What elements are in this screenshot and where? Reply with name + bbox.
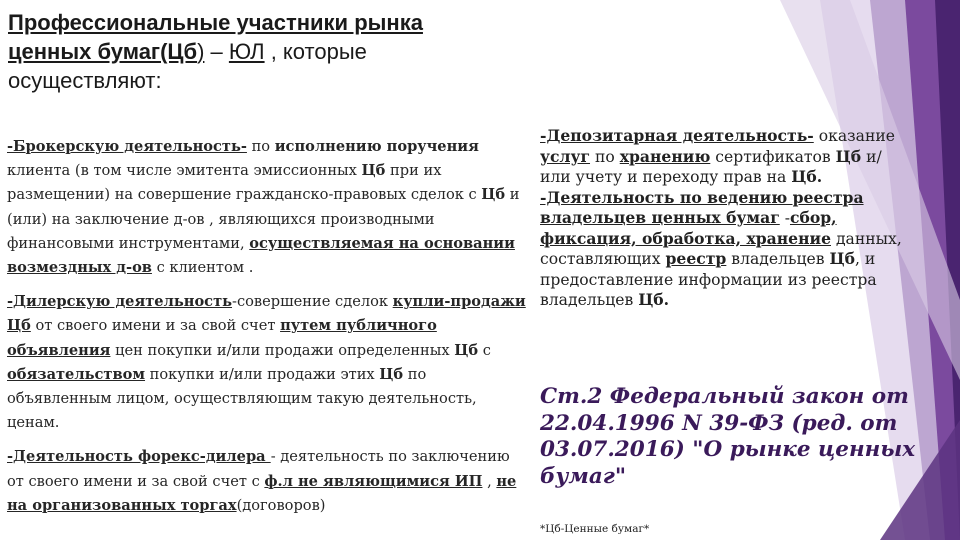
text-run: данных, составляющих bbox=[540, 229, 902, 268]
text-run: клиента (в том числе эмитента эмиссионных bbox=[7, 162, 362, 180]
text-run: , и предоставление информации из реестра владельцев bbox=[540, 250, 877, 309]
text-run: по bbox=[246, 138, 275, 155]
title-part: – bbox=[204, 39, 229, 64]
text-run: купли-продажи Цб bbox=[7, 293, 526, 335]
text-run: Цб. bbox=[638, 290, 670, 309]
depository-paragraph bbox=[540, 126, 912, 188]
title-part: , которые bbox=[264, 39, 367, 64]
text-run: не на организованных торгах bbox=[7, 472, 517, 514]
text-run: услуг bbox=[540, 146, 591, 166]
text-run: - деятельность по заключению от своего имени и за свой счет с bbox=[7, 448, 510, 490]
text-run: Цб bbox=[835, 146, 862, 166]
registry-heading: -Деятельность по ведению реестра владельцев ценных бумаг bbox=[540, 187, 864, 227]
text-run: с bbox=[478, 341, 491, 359]
dealer-heading: -Дилерскую деятельность bbox=[7, 293, 233, 311]
text-run: сертификатов bbox=[710, 147, 836, 166]
text-run: по bbox=[590, 147, 620, 166]
text-run: Цб bbox=[481, 186, 506, 204]
footnote: *Цб-Ценные бумаг* bbox=[540, 523, 650, 535]
brokerage-paragraph bbox=[7, 135, 529, 280]
dealer-paragraph bbox=[7, 290, 529, 435]
title-part: ценных бумаг(Цб bbox=[8, 39, 198, 64]
forex-paragraph bbox=[7, 445, 529, 518]
title-line1: Профессиональные участники рынка bbox=[8, 10, 423, 35]
text-run: (договоров) bbox=[236, 496, 326, 514]
text-run: Цб bbox=[454, 341, 479, 359]
text-run: Цб bbox=[379, 365, 404, 383]
text-run: цен покупки и/или продажи определенных bbox=[110, 341, 455, 359]
law-reference: Ст.2 Федеральный закон от 22.04.1996 N 39-ФЗ (ред. от 03.07.2016) "О рынке ценных бумаг" bbox=[540, 384, 916, 489]
text-run: покупки и/или продажи этих bbox=[145, 365, 380, 383]
text-run: и (или) на заключение д-ов , являющихся производными финансовыми инструментами, bbox=[7, 186, 520, 252]
text-run: , bbox=[482, 472, 497, 490]
text-run: реестр bbox=[665, 249, 727, 268]
text-run: путем публичного объявления bbox=[7, 317, 437, 359]
brokerage-heading: -Брокерскую деятельность- bbox=[7, 138, 247, 155]
text-run: Цб bbox=[829, 249, 855, 268]
title-part: осуществляют bbox=[8, 68, 156, 93]
text-run: исполнению поручения bbox=[274, 138, 479, 155]
text-run: Цб. bbox=[791, 167, 823, 186]
left-column bbox=[7, 135, 529, 518]
text-run: обязательством bbox=[7, 365, 146, 383]
slide-title bbox=[8, 8, 548, 95]
text-run: от своего имени и за свой счет bbox=[30, 317, 281, 335]
text-run: осуществляемая на основании возмездных д-ов bbox=[7, 234, 515, 277]
text-run: и/или учету и переходу прав на bbox=[540, 147, 882, 186]
text-run: оказание bbox=[813, 127, 895, 145]
title-part: ЮЛ bbox=[228, 39, 265, 64]
registry-paragraph bbox=[540, 188, 912, 311]
text-run: с клиентом . bbox=[151, 259, 254, 277]
text-run: при их размещении) на совершение гражданско-правовых сделок с bbox=[7, 162, 482, 204]
title-part: ) bbox=[197, 39, 205, 64]
text-run: ф.л не являющимися ИП bbox=[264, 472, 483, 490]
text-run: - bbox=[779, 209, 790, 227]
depository-heading: -Депозитарная деятельность- bbox=[540, 126, 814, 145]
forex-heading: -Деятельность форекс-дилера bbox=[7, 448, 271, 466]
text-run: Цб bbox=[361, 162, 386, 180]
text-run: по объявленным лицом, осуществляющим такую деятельность, ценам. bbox=[7, 365, 477, 432]
text-run: сбор, фиксация, обработка, хранение bbox=[540, 208, 837, 248]
text-run: -совершение сделок bbox=[232, 293, 393, 311]
title-part: : bbox=[155, 68, 162, 93]
text-run: владельцев bbox=[726, 250, 830, 268]
text-run: хранению bbox=[619, 146, 711, 166]
right-column bbox=[540, 126, 912, 311]
